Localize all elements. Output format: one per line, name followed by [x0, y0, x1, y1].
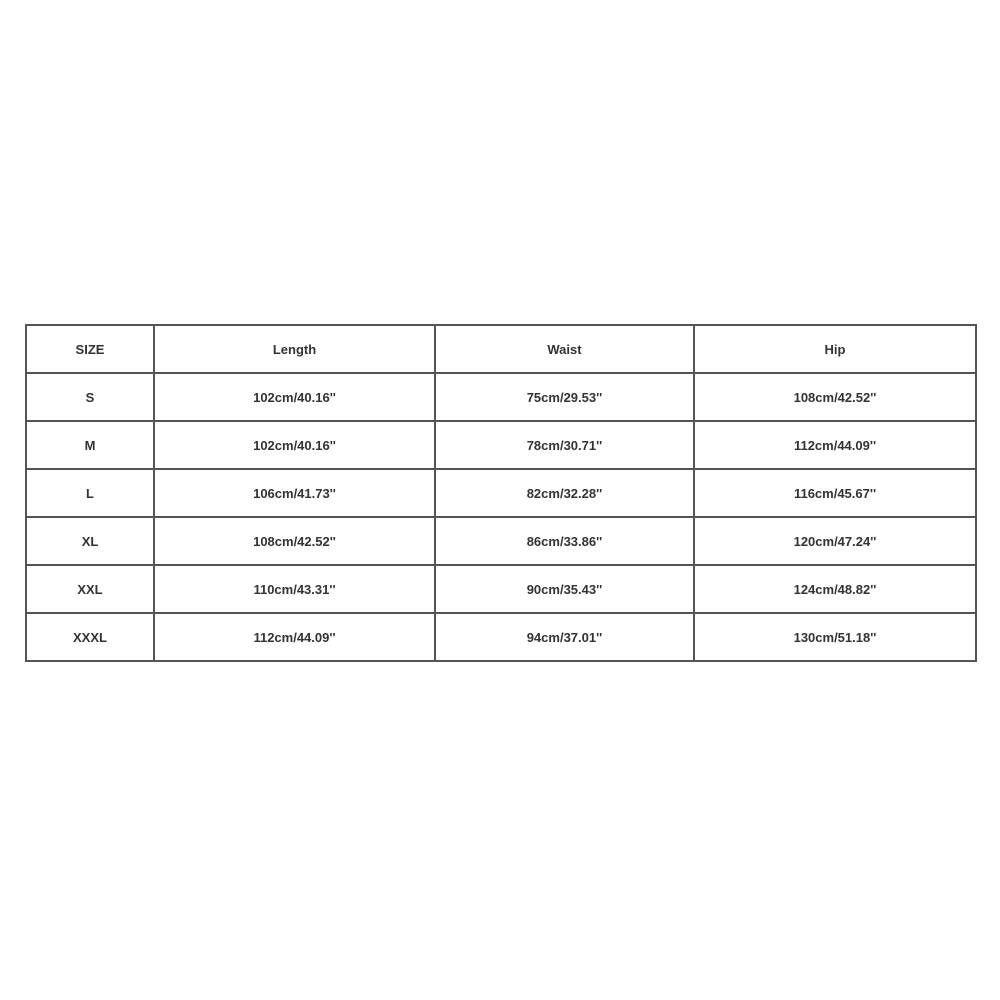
cell-size: L [26, 469, 154, 517]
cell-hip: 130cm/51.18'' [694, 613, 976, 661]
cell-hip: 124cm/48.82'' [694, 565, 976, 613]
cell-hip: 120cm/47.24'' [694, 517, 976, 565]
cell-size: M [26, 421, 154, 469]
cell-hip: 116cm/45.67'' [694, 469, 976, 517]
cell-length: 106cm/41.73'' [154, 469, 435, 517]
cell-size: XXL [26, 565, 154, 613]
header-length: Length [154, 325, 435, 373]
table-row [26, 469, 976, 517]
cell-size: S [26, 373, 154, 421]
cell-waist: 78cm/30.71'' [435, 421, 694, 469]
header-waist: Waist [435, 325, 694, 373]
cell-length: 108cm/42.52'' [154, 517, 435, 565]
cell-size: XL [26, 517, 154, 565]
cell-waist: 94cm/37.01'' [435, 613, 694, 661]
cell-waist: 86cm/33.86'' [435, 517, 694, 565]
header-hip: Hip [694, 325, 976, 373]
cell-waist: 82cm/32.28'' [435, 469, 694, 517]
table-row [26, 613, 976, 661]
size-chart-table [25, 324, 977, 662]
cell-hip: 112cm/44.09'' [694, 421, 976, 469]
cell-hip: 108cm/42.52'' [694, 373, 976, 421]
cell-length: 112cm/44.09'' [154, 613, 435, 661]
table-row [26, 421, 976, 469]
header-row [26, 325, 976, 373]
cell-length: 102cm/40.16'' [154, 421, 435, 469]
table-row [26, 517, 976, 565]
table-row [26, 565, 976, 613]
cell-length: 102cm/40.16'' [154, 373, 435, 421]
table-body [26, 373, 976, 661]
header-size: SIZE [26, 325, 154, 373]
cell-waist: 75cm/29.53'' [435, 373, 694, 421]
cell-size: XXXL [26, 613, 154, 661]
table-row [26, 373, 976, 421]
cell-waist: 90cm/35.43'' [435, 565, 694, 613]
cell-length: 110cm/43.31'' [154, 565, 435, 613]
table-header [26, 325, 976, 373]
